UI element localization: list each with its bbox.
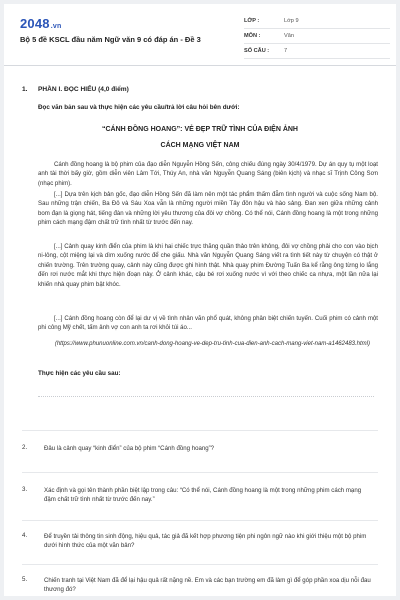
tasks-heading: Thực hiện các yêu cầu sau:: [38, 370, 121, 377]
meta-key: MÔN :: [244, 33, 261, 39]
meta-row-subject: [244, 29, 390, 44]
article-title-line1: “CÁNH ĐỒNG HOANG”: VẺ ĐẸP TRỮ TÌNH CỦA ĐIỆN ẢNH: [102, 126, 298, 133]
meta-key: SỐ CÂU :: [244, 48, 270, 54]
question-number: 5.: [22, 576, 28, 583]
reading-instruction: Đọc văn bản sau và thực hiện các yêu cầu/trả lời câu hỏi bên dưới:: [38, 104, 240, 111]
article-title-line2: CÁCH MẠNG VIỆT NAM: [160, 142, 240, 149]
question-text: Xác định và gọi tên thành phần biệt lập trong câu: “Có thể nói, Cánh đồng hoang là một trong những phim cách mạng đậm chất trữ tình nhất từ trước đến nay.”: [44, 487, 362, 504]
site-logo[interactable]: [20, 16, 61, 31]
question-text: Chiến tranh tại Việt Nam đã để lại hậu quả rất nặng nề. Em và các bạn trường em đã làm gì để góp phần xoa dịu nỗi đau thương đó?: [44, 577, 371, 594]
article-paragraph: [...] Dựa trên kịch bản gốc, đạo diễn Hồng Sến đã làm nên một tác phẩm thấm đẫm tình người và cuộc sống Nam bộ. Sau những trận chiến, Ba Đô và Sáu Xoa vẫn là những người miền Tây đôn hậu và hào sảng. Đan xen giữa những cảnh bom đạn là giọng hát, tiếng đàn và những lời yêu thương của đôi vợ chồng. Có thể nói, Cánh đồng hoang là một trong những phim cách mạng đậm chất trữ tình nhất từ trước đến nay.: [38, 191, 378, 227]
divider: [22, 430, 378, 431]
document-meta: [244, 14, 390, 59]
question-text: Để truyền tải thông tin sinh động, hiệu quả, tác giả đã kết hợp phương tiện phi ngôn ngữ nào khi giới thiệu một bộ phim dưới hình thức của một văn bản?: [44, 533, 367, 550]
question-number: 2.: [22, 444, 28, 451]
document-page: [4, 4, 396, 596]
meta-row-question-count: [244, 44, 390, 59]
question-number: 3.: [22, 486, 28, 493]
divider: [22, 472, 378, 473]
answer-space: [38, 396, 374, 397]
meta-key: LỚP :: [244, 18, 260, 24]
page-header: [4, 4, 396, 66]
meta-row-class: [244, 14, 390, 29]
question-text: Đâu là cảnh quay “kinh điển” của bộ phim “Cánh đồng hoang”?: [44, 445, 215, 452]
document-title: Bộ 5 đề KSCL đầu năm Ngữ văn 9 có đáp án - Đề 3: [20, 35, 201, 44]
article-paragraph: [...] Cảnh quay kinh điển của phim là khi hai chiếc trực thăng quần thảo trên không, đôi vợ chồng phải cho con vào bịch ni-lông, cột miệng lại và dìm xuống nước để che giấu. Nhà văn Nguyễn Quang Sáng viết ra tình tiết này từ chuyện có thật ở chiến trường. Trên trường quay, cảnh này cũng được ghi hình thật. Nhà quay phim Đường Tuấn Ba kể rằng ông từng lo lắng đến rơi nước mắt khi thực hiện đoạn này. Ở cảnh khác, cậu bé rơi xuống nước vì với theo chiếc ca nhựa, một lần nữa lại khiến nhà quay phim bật khóc.: [38, 243, 378, 288]
section-number: 1.: [22, 86, 28, 93]
article-paragraph: [...] Cánh đồng hoang còn để lại dư vị về tình nhân văn phổ quát, không phân biệt chiến tuyến. Cuối phim có cảnh một phi công Mỹ chết, tấm ảnh vợ con anh ta rơi khỏi túi áo...: [38, 315, 378, 332]
section-heading: PHẦN I. ĐỌC HIỂU (4,0 điểm): [38, 86, 129, 93]
article-paragraph: Cánh đồng hoang là bộ phim của đạo diễn Nguyễn Hồng Sến, công chiếu đúng ngày 30/4/1979. Dự án quy tụ một loạt anh tài thời bấy giờ, gồm diễn viên Lâm Tới, Thúy An, nhà văn Nguyễn Quang Sáng (biên kịch) và nhạc sĩ Trịnh Công Sơn (nhạc phim).: [38, 161, 378, 187]
divider: [22, 564, 378, 565]
logo-main: 2048: [20, 16, 50, 31]
meta-value: 7: [284, 48, 288, 54]
logo-suffix: .vn: [50, 23, 62, 30]
divider: [22, 520, 378, 521]
meta-value: Lớp 9: [284, 18, 299, 24]
question-number: 4.: [22, 532, 28, 539]
article-source[interactable]: (https://www.phunuonline.com.vn/canh-dong-hoang-ve-dep-tru-tinh-cua-dien-anh-cach-mang-viet-nam-a1462483.html): [54, 341, 370, 347]
meta-value: Văn: [284, 33, 294, 39]
